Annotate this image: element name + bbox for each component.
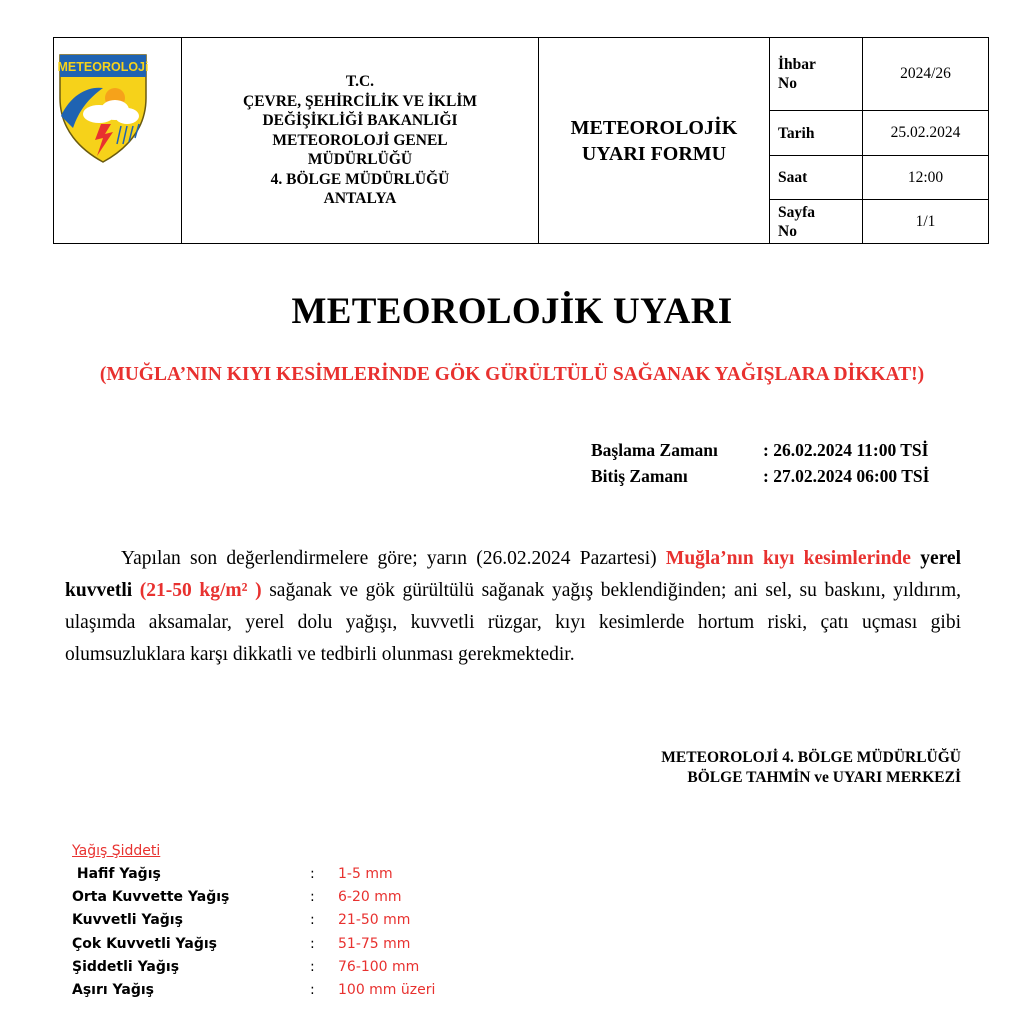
logo-cell xyxy=(54,38,182,244)
logo-text: METEOROLOJi xyxy=(57,60,149,74)
start-time-label: Başlama Zamanı xyxy=(591,440,718,460)
signature-line: BÖLGE TAHMİN ve UYARI MERKEZİ xyxy=(687,769,961,786)
tarih-value: 25.02.2024 xyxy=(863,111,989,156)
org-line: ÇEVRE, ŞEHİRCİLİK VE İKLİM xyxy=(243,92,477,110)
legend-row: Hafif Yağış : 1-5 mm xyxy=(72,866,393,882)
signature-line: METEOROLOJİ 4. BÖLGE MÜDÜRLÜĞÜ xyxy=(661,749,961,766)
meteoroloji-logo xyxy=(57,52,149,164)
legend-title: Yağış Şiddeti xyxy=(72,843,161,859)
start-time-value: : 26.02.2024 11:00 TSİ xyxy=(763,440,929,460)
sayfa-no-label: Sayfa No xyxy=(770,200,863,244)
org-line: DEĞİŞİKLİĞİ BAKANLIĞI xyxy=(262,112,458,130)
org-line: T.C. xyxy=(345,73,375,91)
org-line: 4. BÖLGE MÜDÜRLÜĞÜ xyxy=(270,170,450,188)
warning-body: Yapılan son değerlendirmelere göre; yarın (26.02.2024 Pazartesi) Muğla’nın kıyı kesimlerinde yerel kuvvetli (21-50 kg/m² ) sağanak ve gök gürültülü sağanak yağış beklendiğinden; ani sel, su baskını, yıldırım, ulaşımda aksamalar, yerel dolu yağışı, kuvvetli rüzgar, kıyı kesimlerde hortum riski, çatı uçması gibi olumsuzluklara karşı dikkatli ve tedbirli olunması gerekmektedir. xyxy=(65,548,961,665)
legend-row: Çok Kuvvetli Yağış : 51-75 mm xyxy=(72,935,411,952)
legend-row: Aşırı Yağış : 100 mm üzeri xyxy=(72,981,436,998)
region-highlight: Muğla’nın kıyı kesimlerinde xyxy=(665,548,911,569)
amount-highlight: (21-50 kg/m² ) xyxy=(139,580,262,601)
intensity-highlight: yerel kuvvetli xyxy=(65,548,961,601)
organization-name xyxy=(182,38,539,244)
header-table xyxy=(53,37,989,244)
ihbar-no-label: İhbar No xyxy=(770,38,863,111)
end-time-label: Bitiş Zamanı xyxy=(591,466,688,486)
form-title: METEOROLOJİK UYARI FORMU xyxy=(539,38,770,244)
signature-block xyxy=(661,748,961,788)
legend-row: Kuvvetli Yağış : 21-50 mm xyxy=(72,912,411,929)
legend-row: Orta Kuvvette Yağış : 6-20 mm xyxy=(72,889,402,906)
sayfa-no-value: 1/1 xyxy=(863,200,989,244)
end-time-value: : 27.02.2024 06:00 TSİ xyxy=(763,466,930,486)
saat-label: Saat xyxy=(770,156,863,200)
time-range xyxy=(591,437,929,489)
org-line: METEOROLOJİ GENEL xyxy=(272,131,448,149)
tarih-label: Tarih xyxy=(770,111,863,156)
legend-row: Şiddetli Yağış : 76-100 mm xyxy=(72,958,420,975)
org-line: MÜDÜRLÜĞÜ xyxy=(307,151,413,169)
start-time-row xyxy=(591,437,929,463)
end-time-row xyxy=(591,463,929,489)
org-line: ANTALYA xyxy=(323,190,397,208)
warning-subtitle: (MUĞLA’NIN KIYI KESİMLERİNDE GÖK GÜRÜLTÜLÜ SAĞANAK YAĞIŞLARA DİKKAT!) xyxy=(99,364,925,385)
saat-value: 12:00 xyxy=(863,156,989,200)
page-title: METEOROLOJİK UYARI xyxy=(291,291,733,332)
precipitation-legend xyxy=(72,840,435,1002)
ihbar-no-value: 2024/26 xyxy=(863,38,989,111)
